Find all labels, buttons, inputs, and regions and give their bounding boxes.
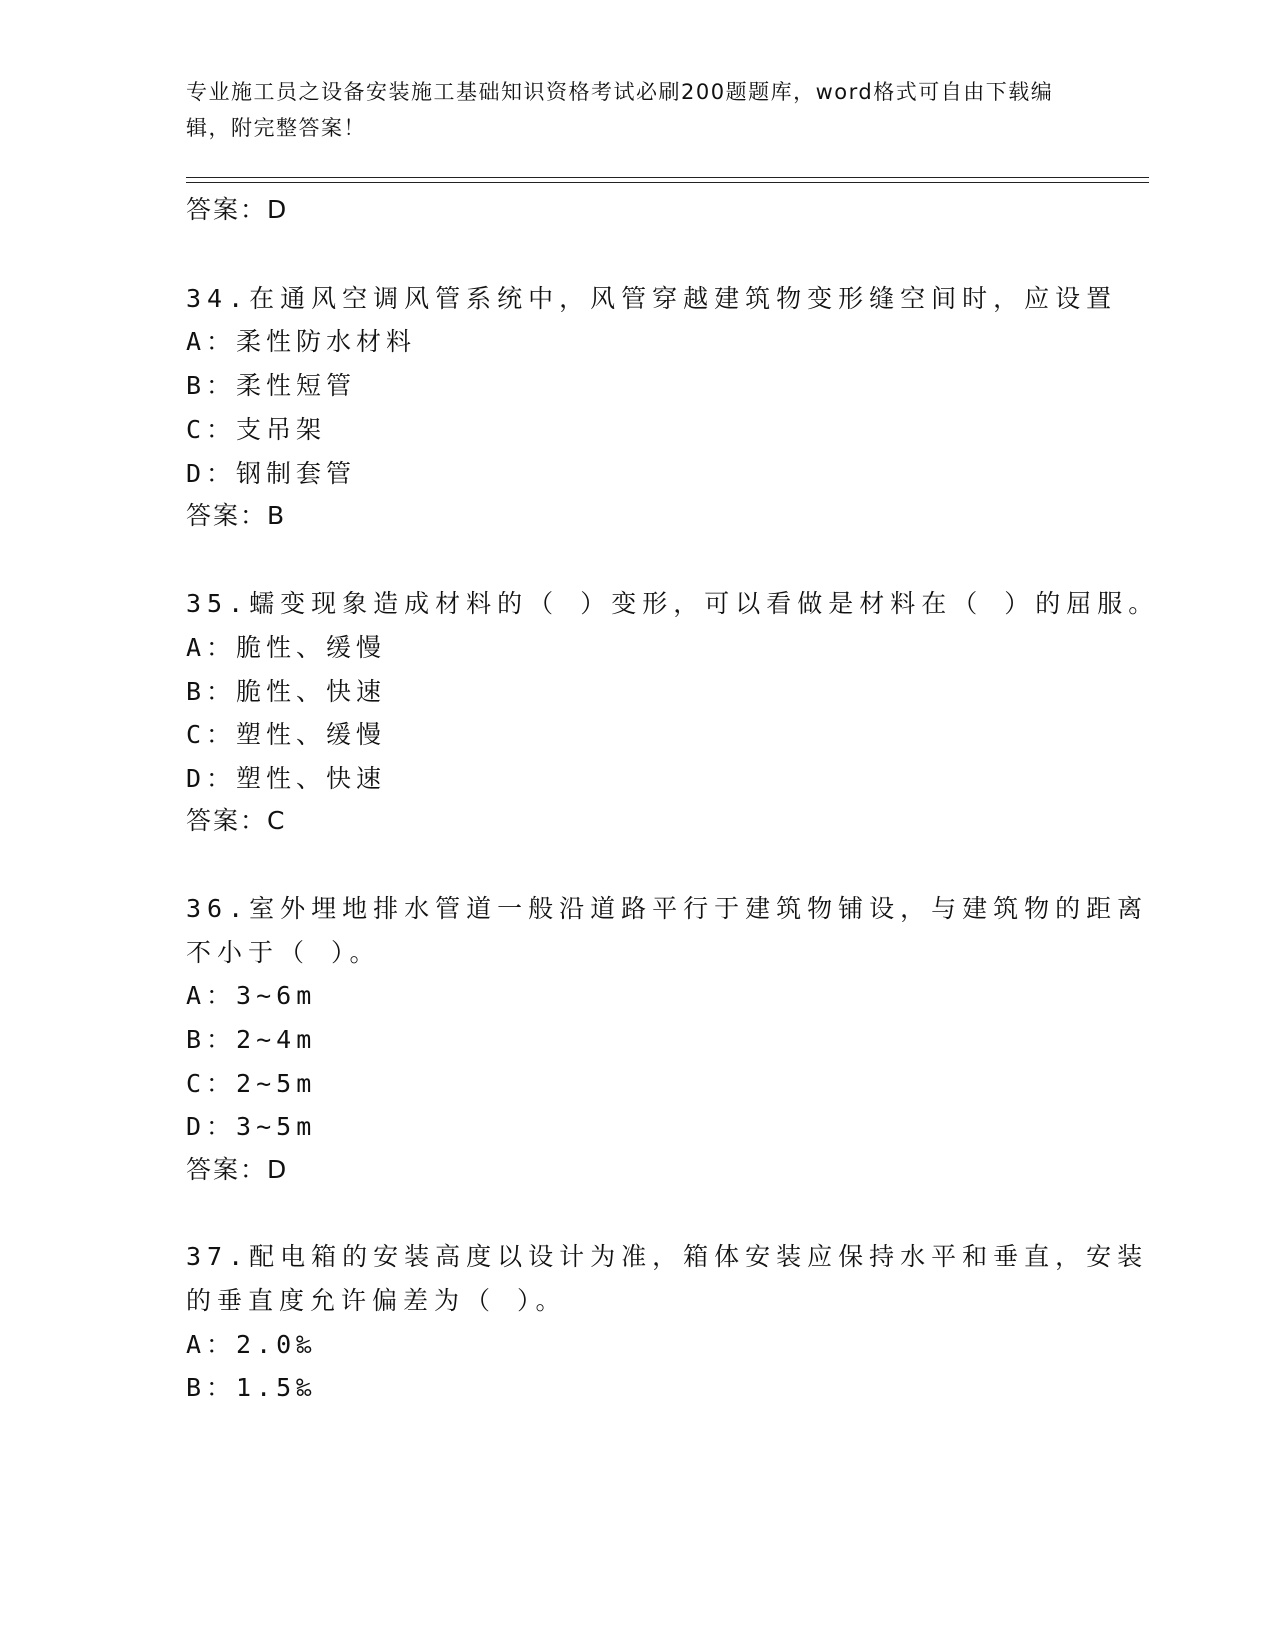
question-34-option-a: A：柔性防水材料	[186, 327, 417, 356]
question-36-option-d: D：3~5m	[186, 1112, 317, 1141]
question-34-answer: 答案：B	[186, 501, 287, 530]
question-35-text: 35.蠕变现象造成材料的（ ）变形，可以看做是材料在（ ）的屈服。	[186, 589, 1160, 618]
question-37-text-continued: 的垂直度允许偏差为（ ）。	[186, 1286, 567, 1315]
question-36-text-continued: 不小于（ ）。	[186, 938, 381, 967]
header-divider-second	[186, 182, 1149, 183]
answer-line: 答案：D	[186, 195, 289, 224]
document-header: 专业施工员之设备安装施工基础知识资格考试必刷200题题库，word格式可自由下载编辑，附完整答案！	[186, 80, 1054, 140]
question-35-option-a: A：脆性、缓慢	[186, 633, 387, 662]
question-36-option-c: C：2~5m	[186, 1069, 317, 1098]
question-36-answer: 答案：D	[186, 1155, 289, 1184]
question-37-option-a: A：2.0‰	[186, 1330, 317, 1359]
question-34-option-c: C：支吊架	[186, 415, 327, 444]
question-37-option-b: B：1.5‰	[186, 1373, 317, 1402]
header-divider	[186, 177, 1149, 178]
question-36-option-a: A：3~6m	[186, 981, 317, 1010]
question-35-answer: 答案：C	[186, 806, 287, 835]
question-36-text: 36.室外埋地排水管道一般沿道路平行于建筑物铺设，与建筑物的距离	[186, 894, 1149, 923]
question-34-option-d: D：钢制套管	[186, 459, 357, 488]
question-34-text: 34.在通风空调风管系统中，风管穿越建筑物变形缝空间时，应设置	[186, 284, 1118, 313]
question-34-option-b: B：柔性短管	[186, 371, 357, 400]
question-35-option-b: B：脆性、快速	[186, 677, 387, 706]
question-37-text: 37.配电箱的安装高度以设计为准，箱体安装应保持水平和垂直，安装	[186, 1242, 1149, 1271]
question-35-option-c: C：塑性、缓慢	[186, 720, 387, 749]
question-36-option-b: B：2~4m	[186, 1025, 317, 1054]
question-35-option-d: D：塑性、快速	[186, 764, 387, 793]
